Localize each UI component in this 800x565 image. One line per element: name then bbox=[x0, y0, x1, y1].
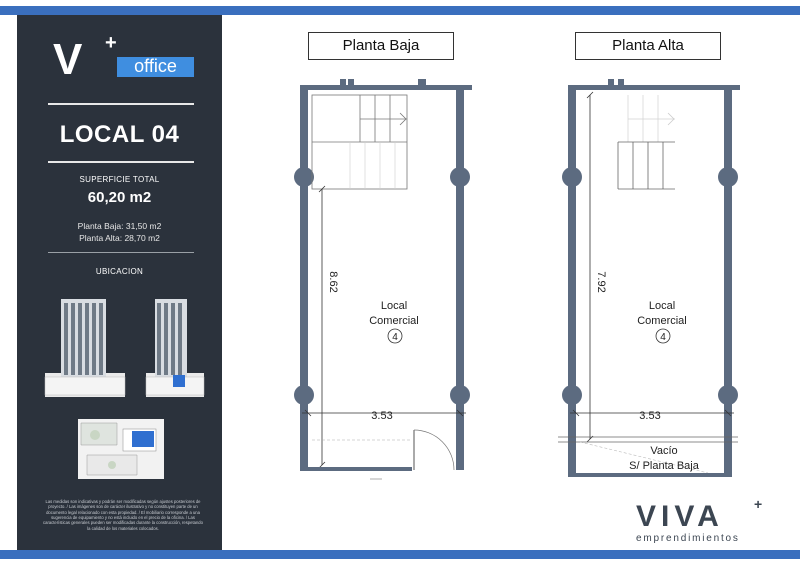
voffice-logo bbox=[53, 32, 193, 85]
divider bbox=[48, 252, 194, 253]
viva-plus: + bbox=[754, 496, 763, 512]
room-label-line2: Comercial bbox=[637, 315, 687, 327]
planta-baja-area: Planta Baja: 31,50 m2 bbox=[77, 221, 162, 231]
viva-tagline: emprendimientos bbox=[636, 533, 740, 544]
location-label: UBICACION bbox=[95, 267, 144, 276]
viva-wordmark: VIVA bbox=[636, 500, 724, 533]
building-elevations-image bbox=[17, 293, 222, 403]
bottom-accent-bar bbox=[0, 550, 800, 559]
width-dimension: 3.53 bbox=[639, 410, 661, 422]
divider bbox=[48, 103, 194, 105]
room-label-line2: Comercial bbox=[369, 315, 419, 327]
top-accent-bar bbox=[0, 6, 800, 15]
surface-label: SUPERFICIE TOTAL bbox=[79, 175, 160, 184]
room-number: 4 bbox=[392, 332, 398, 343]
legal-disclaimer: Las medidas son indicativas y podrán ser modificadas según ajustes posteriores de proyecto. / Las imágenes son de carácter ilustrativo y no constituyen parte de un documento legal relacionado con esta propiedad. / El mobiliario corresponde a una sugerencia de equipamiento y no está incluido en el precio de la oficina. / Las características generales pueden ser modificadas durante la construcción, respetando la calidad de los materiales colocados. bbox=[43, 499, 203, 531]
surface-total: 60,20 m2 bbox=[87, 189, 152, 206]
plan-title-planta-alta: Planta Alta bbox=[575, 32, 721, 60]
plan-title-planta-baja: Planta Baja bbox=[308, 32, 454, 60]
planta-alta-area: Planta Alta: 28,70 m2 bbox=[79, 233, 160, 243]
room-label-line1: Local bbox=[380, 300, 408, 312]
height-dimension: 7.92 bbox=[595, 271, 607, 293]
site-plan-image bbox=[17, 415, 222, 485]
unit-title: LOCAL 04 bbox=[59, 121, 180, 148]
room-label-line1: Local bbox=[648, 300, 676, 312]
viva-logo bbox=[636, 496, 776, 546]
logo-plus: + bbox=[105, 32, 117, 54]
width-dimension: 3.53 bbox=[371, 410, 393, 422]
floor-plan-planta-baja bbox=[290, 75, 490, 485]
height-dimension: 8.62 bbox=[327, 271, 339, 293]
info-sidebar bbox=[17, 15, 222, 550]
void-label-line2: S/ Planta Baja bbox=[629, 460, 699, 472]
logo-v: V bbox=[53, 35, 83, 84]
floor-plan-planta-alta bbox=[558, 75, 758, 485]
divider bbox=[48, 161, 194, 163]
logo-office: office bbox=[117, 57, 194, 77]
void-label-line1: Vacío bbox=[650, 445, 678, 457]
room-number: 4 bbox=[660, 332, 666, 343]
